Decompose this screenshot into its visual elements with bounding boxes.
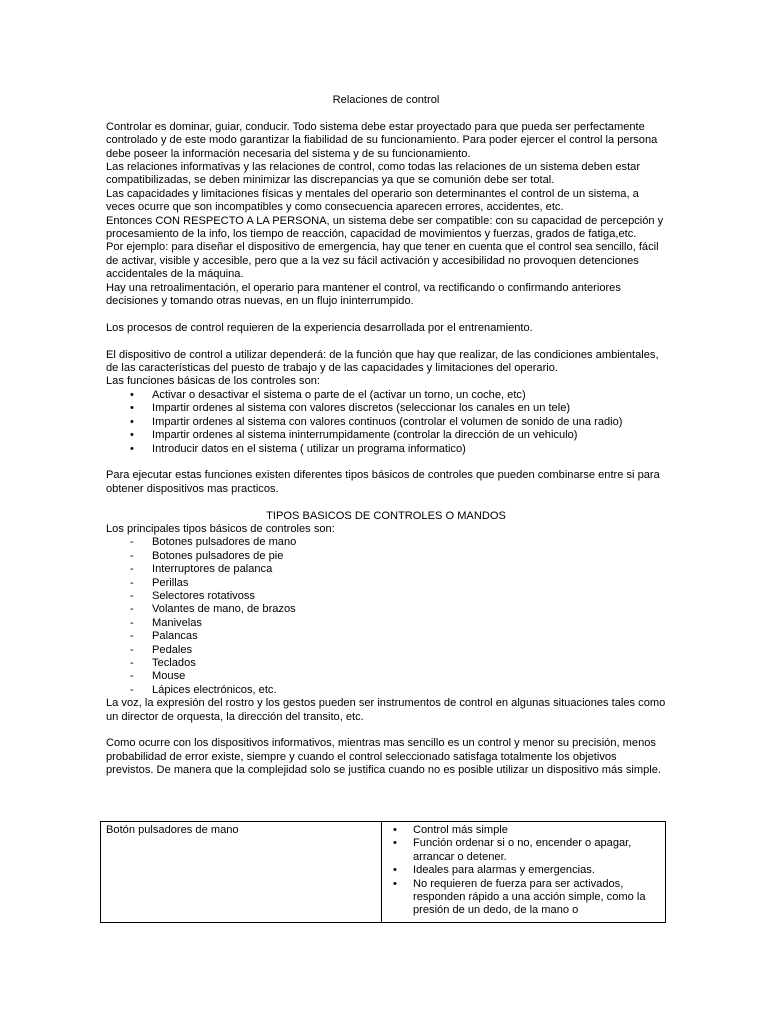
voice-paragraph: La voz, la expresión del rostro y los gestos pueden ser instrumentos de control en algunas situaciones tales como un director de orquesta, la dirección del transito, etc. <box>106 697 666 723</box>
dash-icon: - <box>130 536 134 549</box>
dash-icon: - <box>130 576 134 589</box>
device-paragraph: El dispositivo de control a utilizar dependerá: de la función que hay que realizar, de las condiciones ambientales, de las características del puesto de trabajo y de las capacidades y limitaciones del operario. <box>106 348 659 375</box>
list-item: • Introducir datos en el sistema ( utilizar un programa informatico) <box>130 442 466 455</box>
controls-table <box>100 821 666 923</box>
table-row <box>101 822 666 923</box>
list-item: - Manivelas <box>130 616 202 629</box>
list-item: - Perillas <box>130 576 189 589</box>
bullet-icon: • <box>393 864 397 877</box>
list-item: - Botones pulsadores de pie <box>130 549 284 562</box>
dash-icon: - <box>130 603 134 616</box>
dash-icon: - <box>130 656 134 669</box>
bullet-icon: • <box>130 442 134 455</box>
section-title: TIPOS BASICOS DE CONTROLES O MANDOS <box>266 509 506 522</box>
intro-paragraph-3: Las capacidades y limitaciones físicas y mentales del operario son determinantes el control de un sistema, a veces ocurre que son incompatibles y como consecuencia aparecen errores, accidentes, etc. <box>106 187 639 214</box>
simplicity-paragraph: Como ocurre con los dispositivos informativos, mientras mas sencillo es un control y menor su precisión, menos probabilidad de error existe, siempre y cuando el control seleccionado satisfaga totalmente los objetivos previstos. De manera que la complejidad solo se justifica cuando no es posible utilizar un dispositivo más simple. <box>106 737 661 777</box>
bullet-icon: • <box>130 402 134 415</box>
functions-list <box>106 389 666 456</box>
list-item: - Teclados <box>130 656 196 669</box>
dash-icon: - <box>130 616 134 629</box>
dash-icon: - <box>130 643 134 656</box>
intro-paragraph-5: Por ejemplo: para diseñar el dispositivo de emergencia, hay que tener en cuenta que el control sea sencillo, fácil de activar, visible y accesible, pero que a la vez su fácil activación y accesibilidad no provoquen detenciones accidentales de la máquina. <box>106 241 659 281</box>
list-item: - Botones pulsadores de mano <box>130 536 297 549</box>
bullet-icon: • <box>393 824 397 836</box>
intro-paragraph-2: Las relaciones informativas y las relaciones de control, como todas las relaciones de un sistema deben estar compatibilizadas, se deben minimizar las discrepancias ya que se comunión debe ser total. <box>106 161 641 187</box>
list-item: - Interruptores de palanca <box>130 563 273 576</box>
list-item: • Ideales para alarmas y emergencias. <box>393 864 595 877</box>
list-item: - Pedales <box>130 643 193 656</box>
intro-paragraph-1: Controlar es dominar, guiar, conducir. Todo sistema debe estar proyectado para que pueda ser perfectamente controlado y de este modo garantizar la fiabilidad de su funcionamiento. Para poder ejercer el control la persona debe poseer la información necesaria del sistema y de su funcionamiento. <box>106 120 658 160</box>
combine-paragraph: Para ejecutar estas funciones existen diferentes tipos básicos de controles que pueden combinarse entre si para obtener dispositivos mas practicos. <box>106 469 660 495</box>
dash-icon: - <box>130 630 134 643</box>
list-item: • Control más simple <box>393 824 508 836</box>
document-title: Relaciones de control <box>332 94 440 106</box>
list-item: • Función ordenar si o no, encender o apagar, arrancar o detener. <box>393 837 632 863</box>
bullet-icon: • <box>130 415 134 428</box>
dash-icon: - <box>130 563 134 576</box>
list-item: • Impartir ordenes al sistema ininterrumpidamente (controlar la dirección de un vehiculo) <box>130 429 578 442</box>
list-item: - Volantes de mano, de brazos <box>130 603 296 616</box>
dash-icon: - <box>130 589 134 602</box>
list-item: • Impartir ordenes al sistema con valores continuos (controlar el volumen de sonido de una radio) <box>130 415 623 428</box>
list-item: • No requieren de fuerza para ser activados, responden rápido a una acción simple, como la presión de un dedo, de la mano o <box>393 877 646 917</box>
list-item: - Lápices electrónicos, etc. <box>130 683 277 696</box>
features-list <box>387 824 660 918</box>
dash-icon: - <box>130 683 134 696</box>
table-cell-control-features <box>382 822 666 923</box>
list-item: • Impartir ordenes al sistema con valores discretos (seleccionar los canales en un tele) <box>130 402 571 415</box>
functions-intro: Las funciones básicas de los controles son: <box>106 375 320 388</box>
intro-paragraph-4: Entonces CON RESPECTO A LA PERSONA, un sistema debe ser compatible: con su capacidad de percepción y procesamiento de la info, los tiempo de reacción, capacidad de movimientos y fuerzas, grados de fatiga,etc. <box>106 214 664 241</box>
list-item: • Activar o desactivar el sistema o parte de el (activar un torno, un coche, etc) <box>130 388 526 401</box>
types-intro: Los principales tipos básicos de controles son: <box>106 522 335 535</box>
list-item: - Selectores rotativoss <box>130 589 255 602</box>
table-cell-control-name: Botón pulsadores de mano <box>101 822 382 923</box>
intro-paragraph-6: Hay una retroalimentación, el operario para mantener el control, va rectificando o confirmando anteriores decisiones y tomando otras nuevas, en un flujo ininterrumpido. <box>106 281 621 308</box>
document-page <box>106 94 666 778</box>
list-item: - Mouse <box>130 670 186 683</box>
bullet-icon: • <box>393 877 397 890</box>
bullet-icon: • <box>393 837 397 850</box>
dash-icon: - <box>130 670 134 683</box>
bullet-icon: • <box>130 429 134 442</box>
types-list <box>106 536 666 697</box>
bullet-icon: • <box>130 388 134 401</box>
training-paragraph: Los procesos de control requieren de la experiencia desarrollada por el entrenamiento. <box>106 321 533 334</box>
list-item: - Palancas <box>130 630 198 643</box>
dash-icon: - <box>130 549 134 562</box>
